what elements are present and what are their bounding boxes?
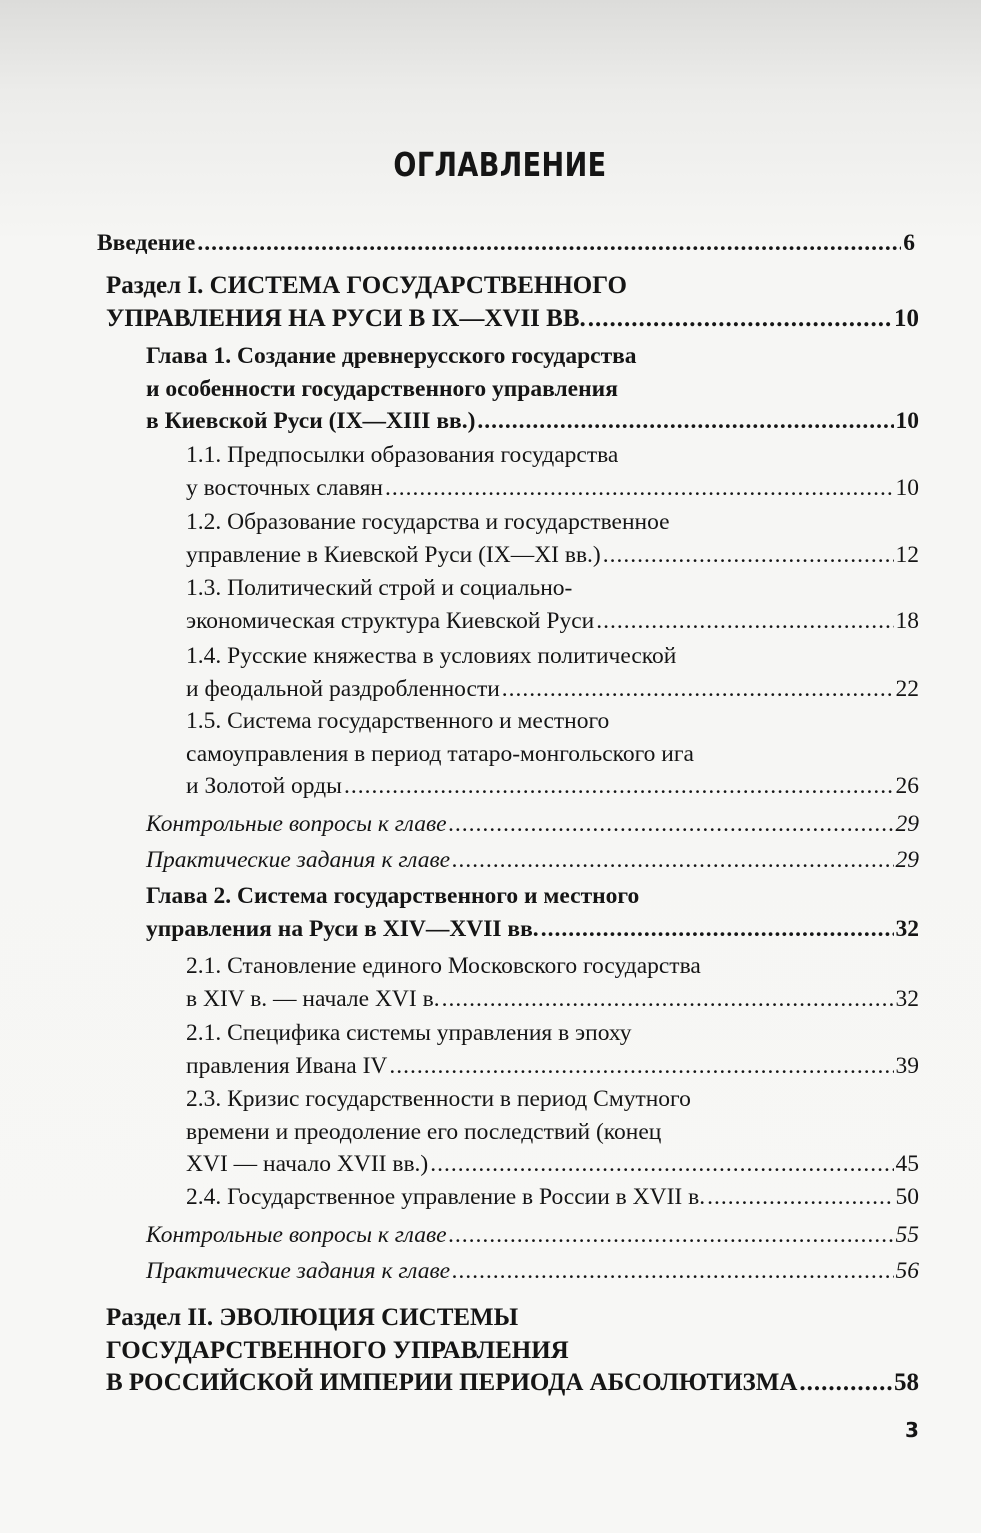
leader-dots — [430, 1148, 893, 1181]
toc-page-number: 10 — [894, 304, 919, 332]
toc-line: Глава 2. Система государственного и местного — [146, 883, 640, 909]
toc-entry-1-2 — [186, 506, 919, 571]
toc-entry-1-4 — [186, 640, 919, 705]
toc-line: 1.2. Образование государства и государственное — [186, 509, 670, 535]
toc-line: и особенности государственного управления — [146, 375, 618, 402]
toc-entry-text: управление в Киевской Руси (IX—XI вв.) — [186, 541, 601, 568]
toc-line: ГОСУДАРСТВЕННОГО УПРАВЛЕНИЯ — [106, 1336, 569, 1364]
leader-dots — [596, 605, 893, 638]
toc-line: времени и преодоление его последствий (конец — [186, 1118, 662, 1145]
toc-entry-intro — [97, 227, 915, 260]
toc-page-number: 26 — [895, 773, 919, 799]
toc-page-number: 18 — [895, 607, 919, 634]
toc-page-number: 22 — [895, 675, 919, 702]
leader-dots — [502, 673, 894, 706]
leader-dots — [442, 983, 894, 1016]
leader-dots — [389, 1050, 893, 1083]
leader-dots — [707, 1181, 893, 1214]
toc-line: 1.1. Предпосылки образования государства — [186, 442, 619, 468]
toc-entry-text: УПРАВЛЕНИЯ НА РУСИ В IX—XVII ВВ. — [106, 304, 586, 332]
toc-page-number: 29 — [895, 847, 919, 873]
toc-page-number: 10 — [895, 474, 919, 501]
toc-entry-text: 2.4. Государственное управление в России в XVII в. — [186, 1184, 706, 1210]
leader-dots — [385, 472, 894, 505]
toc-page-number: 56 — [895, 1258, 919, 1284]
toc-page-number: 55 — [895, 1222, 919, 1248]
leader-dots — [477, 405, 893, 438]
toc-line: 2.1. Специфика системы управления в эпоху — [186, 1020, 632, 1046]
toc-entry-review-questions-2 — [146, 1219, 919, 1252]
toc-entry-section-2 — [106, 1302, 919, 1400]
toc-line: Раздел II. ЭВОЛЮЦИЯ СИСТЕМЫ — [106, 1304, 519, 1331]
leader-dots — [588, 303, 892, 336]
toc-entry-chapter-1 — [146, 340, 919, 438]
toc-entry-text: Практические задания к главе — [146, 847, 451, 873]
toc-line: самоуправления в период татаро-монгольского ига — [186, 740, 694, 767]
toc-line: 1.4. Русские княжества в условиях политической — [186, 643, 677, 669]
toc-entry-text: экономическая структура Киевской Руси — [186, 607, 595, 634]
leader-dots — [449, 1219, 894, 1252]
leader-dots — [603, 539, 894, 572]
toc-entry-text: В РОССИЙСКОЙ ИМПЕРИИ ПЕРИОДА АБСОЛЮТИЗМА — [106, 1369, 798, 1396]
toc-entry-2-4 — [186, 1181, 919, 1214]
toc-page-number: 29 — [895, 811, 919, 837]
toc-entry-text: XVI — начало XVII вв.) — [186, 1151, 429, 1177]
toc-entry-1-1 — [186, 439, 919, 504]
toc-line: 1.3. Политический строй и социально- — [186, 575, 573, 601]
toc-entry-chapter-2 — [146, 880, 919, 945]
toc-page-number: 50 — [895, 1184, 919, 1210]
toc-entry-text: управления на Руси в XIV—XVII вв. — [146, 915, 539, 942]
leader-dots — [452, 844, 893, 877]
toc-line: Раздел I. СИСТЕМА ГОСУДАРСТВЕННОГО — [106, 272, 627, 299]
toc-page-number: 12 — [895, 541, 919, 568]
toc-page-number: 32 — [895, 985, 919, 1012]
page-title: ОГЛАВЛЕНИЕ — [393, 145, 607, 184]
toc-line: 2.1. Становление единого Московского государства — [186, 953, 701, 979]
toc-entry-text: и феодальной раздробленности — [186, 675, 500, 702]
toc-entry-text: Введение — [97, 230, 196, 256]
leader-dots — [541, 913, 894, 946]
toc-entry-practical-tasks-2 — [146, 1255, 919, 1288]
toc-entry-review-questions-1 — [146, 808, 919, 841]
leader-dots — [449, 808, 894, 841]
toc-entry-text: и Золотой орды — [186, 773, 342, 799]
toc-entry-2-3 — [186, 1083, 919, 1181]
toc-page-number: 58 — [894, 1369, 919, 1396]
toc-entry-text: Контрольные вопросы к главе — [146, 811, 447, 837]
toc-entry-text: у восточных славян — [186, 474, 383, 501]
toc-entry-text: в Киевской Руси (IX—XIII вв.) — [146, 408, 476, 434]
leader-dots — [197, 227, 901, 260]
toc-page-number: 6 — [903, 230, 915, 256]
toc-entry-1-3 — [186, 572, 919, 637]
toc-page-number: 32 — [895, 915, 919, 942]
page-number: 3 — [905, 1418, 919, 1442]
toc-line: Глава 1. Создание древнерусского государства — [146, 343, 637, 369]
toc-entry-1-5 — [186, 705, 919, 803]
leader-dots — [344, 770, 894, 803]
toc-page-number: 10 — [895, 408, 919, 434]
toc-entry-text: в XIV в. — начале XVI в. — [186, 985, 440, 1012]
toc-entry-section-1 — [106, 270, 919, 335]
toc-entry-2-1 — [186, 950, 919, 1015]
toc-entry-2-2 — [186, 1017, 919, 1082]
toc-page-number: 45 — [895, 1151, 919, 1177]
toc-page-number: 39 — [895, 1052, 919, 1079]
leader-dots — [799, 1367, 892, 1400]
toc-entry-text: правления Ивана IV — [186, 1052, 388, 1079]
toc-entry-text: Практические задания к главе — [146, 1258, 451, 1284]
toc-line: 1.5. Система государственного и местного — [186, 708, 610, 734]
leader-dots — [452, 1255, 893, 1288]
toc-entry-text: Контрольные вопросы к главе — [146, 1222, 447, 1248]
toc-entry-practical-tasks-1 — [146, 844, 919, 877]
toc-line: 2.3. Кризис государственности в период Смутного — [186, 1086, 691, 1112]
